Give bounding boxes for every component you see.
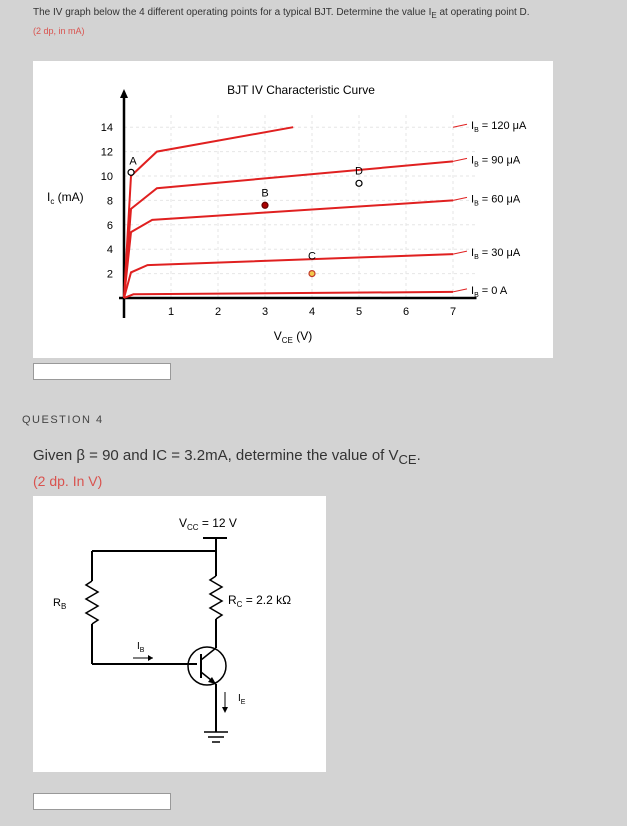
y-axis-label: $I_c$ (mA) [47, 190, 84, 206]
x-tick-label: 5 [355, 306, 363, 318]
x-tick-label: 7 [449, 306, 457, 318]
question-3-prompt [33, 7, 530, 20]
operating-point-label: A [129, 155, 137, 168]
question-3-text-end: at operating point D. [436, 7, 530, 18]
rc-label: $R_C = 2.2$ kΩ [228, 593, 292, 609]
y-axis-arrow [120, 89, 128, 98]
series-label: $I_B = 30$ μA [471, 247, 521, 262]
question-4-heading: QUESTION 4 [22, 414, 104, 426]
series-leader [453, 251, 467, 254]
vcc-label: $V_{CC} = 12$ V [179, 516, 237, 532]
y-tick-label: 6 [106, 219, 113, 232]
question-3-answer-input[interactable] [33, 363, 171, 380]
rb-label: $R_B$ [53, 597, 67, 611]
chart-title: BJT IV Characteristic Curve [227, 83, 375, 97]
transistor-collector [201, 648, 216, 660]
y-tick-label: 8 [106, 195, 113, 208]
question-4-prompt [33, 447, 421, 467]
ie-arrow-head [222, 707, 228, 713]
rb-resistor [86, 581, 98, 624]
x-tick-label: 2 [214, 306, 222, 318]
iv-chart [33, 61, 553, 358]
question-4-sub: CE [398, 452, 417, 467]
operating-point-b [262, 202, 268, 208]
bjt-circuit [33, 496, 326, 772]
series-label: $I_B = 60$ μA [471, 193, 521, 208]
y-tick-label: 4 [106, 244, 113, 257]
ib-arrow-head [148, 655, 153, 661]
question-4-text-end: . [416, 447, 421, 464]
question-3-text: The IV graph below the 4 different operating points for a typical BJT. Determine the value I [33, 7, 432, 18]
operating-point-label: D [355, 165, 363, 178]
question-4-answer-input[interactable] [33, 793, 171, 810]
series-label: $I_B = 0$ A [471, 284, 508, 299]
y-tick-label: 12 [100, 146, 113, 159]
series-label: $I_B = 120$ μA [471, 120, 527, 135]
y-tick-label: 10 [100, 171, 113, 183]
circuit-panel [33, 496, 326, 772]
question-4-hint: (2 dp. In V) [33, 473, 103, 489]
operating-point-d [356, 180, 362, 186]
operating-point-label: B [261, 187, 269, 200]
transistor-body [188, 647, 226, 685]
x-tick-label: 4 [308, 306, 316, 318]
ie-label: $I_E$ [238, 693, 246, 706]
iv-chart-panel [33, 61, 553, 358]
y-tick-label: 14 [100, 122, 113, 135]
question-3-sub: E [431, 11, 437, 20]
operating-point-label: C [308, 250, 316, 263]
y-tick-label: 2 [106, 268, 113, 281]
series-leader [453, 289, 467, 292]
question-3-hint: (2 dp, in mA) [33, 26, 85, 36]
question-4-text: Given β = 90 and IC = 3.2mA, determine the value of V [33, 447, 399, 464]
x-tick-label: 6 [402, 306, 410, 318]
x-tick-label: 3 [261, 306, 269, 318]
operating-point-c [309, 271, 315, 277]
series-leader [453, 158, 467, 161]
operating-point-a [128, 169, 134, 175]
rc-resistor [210, 576, 222, 619]
x-tick-label: 1 [167, 306, 175, 318]
x-axis-label: $V_{CE}$ (V) [273, 329, 313, 345]
ib-label: $I_B$ [137, 641, 145, 654]
series-label: $I_B = 90$ μA [471, 154, 521, 169]
series-line [124, 161, 453, 298]
